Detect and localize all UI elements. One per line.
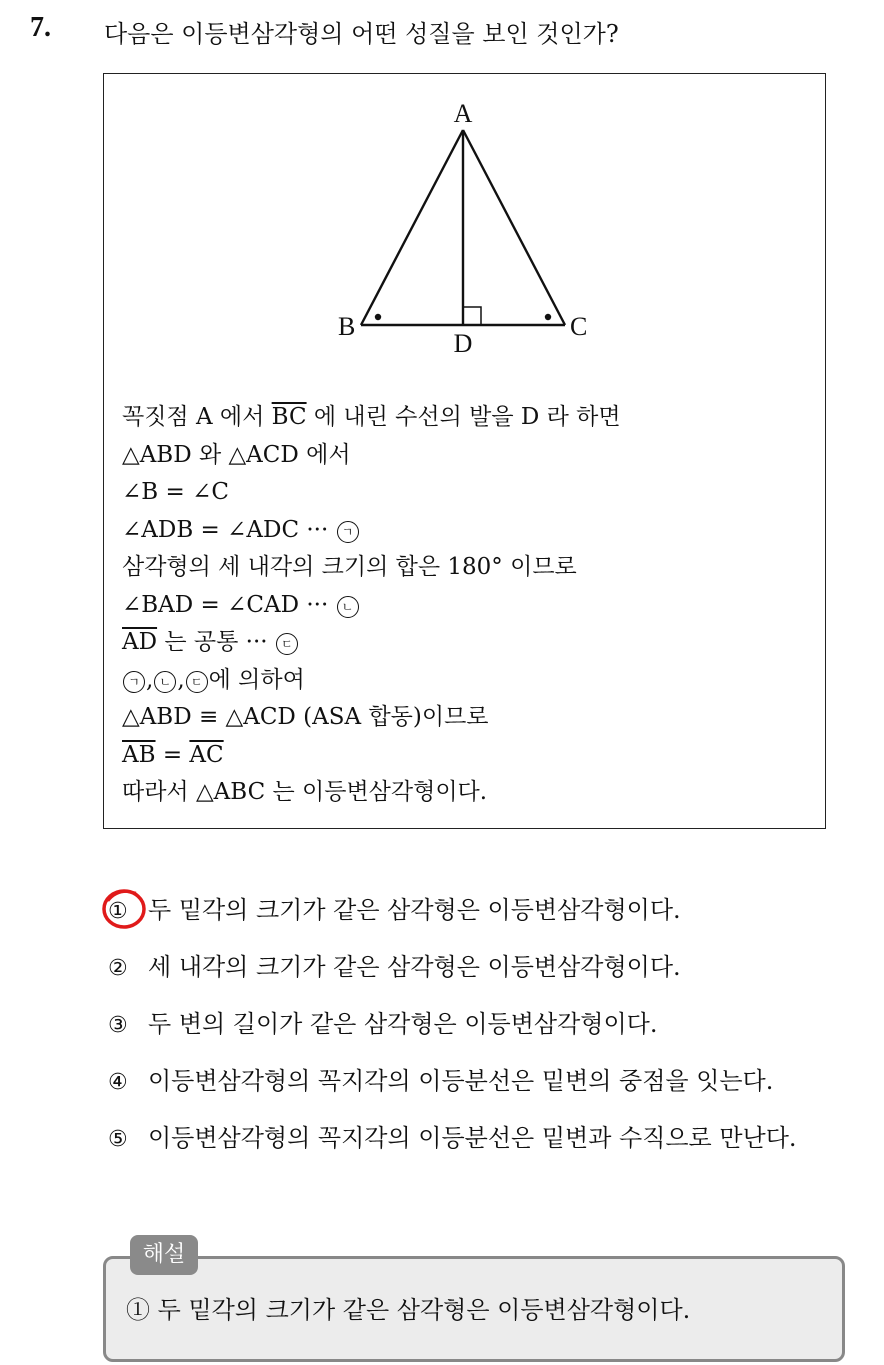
angle-c-dot <box>545 314 551 320</box>
proof-line-8: ㄱ , ㄴ , ㄷ 에 의하여 <box>122 662 812 700</box>
explanation-text: ① 두 밑각의 크기가 같은 삼각형은 이등변삼각형이다. <box>126 1296 691 1324</box>
proof-line-5: 삼각형의 세 내각의 크기의 합은 180° 이므로 <box>122 554 577 580</box>
angle-b-dot <box>375 314 381 320</box>
vertex-c-label: C <box>570 312 588 341</box>
choice-4-number: ④ <box>108 1070 128 1095</box>
proof-line-9: △ABD ≡ △ACD (ASA 합동)이므로 <box>122 704 489 730</box>
segment-bc: $\overline{BC}$ <box>271 404 307 430</box>
mark-nieun: ㄴ <box>337 596 359 618</box>
mark-giyeok: ㄱ <box>123 671 145 693</box>
segment-ad: $\overline{AD}$ <box>122 629 158 655</box>
mark-nieun: ㄴ <box>154 671 176 693</box>
segment-ac: $\overline{AC}$ <box>189 741 224 768</box>
vertex-b-label: B <box>338 312 356 341</box>
mark-digeut: ㄷ <box>186 671 208 693</box>
choice-2-text: 세 내각의 크기가 같은 삼각형은 이등변삼각형이다. <box>148 953 681 981</box>
proof-line-6: ∠BAD = ∠CAD ··· ㄴ <box>122 587 812 625</box>
choice-2[interactable] <box>108 945 868 1002</box>
proof-line-11: 따라서 △ABC 는 이등변삼각형이다. <box>122 779 488 805</box>
answer-choices <box>108 888 868 1173</box>
proof-line-4: ∠ADB = ∠ADC ··· ㄱ <box>122 512 812 550</box>
mark-giyeok: ㄱ <box>337 521 359 543</box>
segment-ab: $\overline{AB}$ <box>122 741 156 768</box>
vertex-a-label: A <box>453 99 473 128</box>
choice-1-text: 두 밑각의 크기가 같은 삼각형은 이등변삼각형이다. <box>148 896 681 924</box>
question-number: 7. <box>30 12 51 43</box>
choice-3-number: ③ <box>108 1013 128 1038</box>
right-angle-mark <box>463 307 481 325</box>
side-ac <box>463 130 565 325</box>
choice-4-text: 이등변삼각형의 꼭지각의 이등분선은 밑변의 중점을 잇는다. <box>148 1067 774 1095</box>
choice-5-number: ⑤ <box>108 1127 128 1152</box>
proof-line-7: $\overline{AD}$ 는 공통 ··· ㄷ <box>122 624 812 662</box>
mark-digeut: ㄷ <box>276 633 298 655</box>
choice-4[interactable] <box>108 1059 868 1116</box>
proof-line-1: 꼭짓점 A 에서 $\overline{BC}$ 에 내린 수선의 발을 D 라 하면 <box>122 404 621 430</box>
explanation-tab: 해설 <box>130 1235 198 1275</box>
triangle-diagram <box>330 95 600 365</box>
choice-1-number: ① <box>108 899 128 924</box>
proof-text <box>122 399 812 812</box>
side-ab <box>361 130 463 325</box>
proof-line-10: $\overline{AB} = \overline{AC}$ <box>122 741 224 768</box>
proof-line-2: △ABD 와 △ACD 에서 <box>122 441 351 468</box>
point-d-label: D <box>453 329 473 358</box>
choice-5-text: 이등변삼각형의 꼭지각의 이등분선은 밑변과 수직으로 만난다. <box>148 1124 797 1152</box>
choice-5[interactable] <box>108 1116 868 1173</box>
choice-1[interactable] <box>108 888 868 945</box>
choice-3[interactable] <box>108 1002 868 1059</box>
choice-3-text: 두 변의 길이가 같은 삼각형은 이등변삼각형이다. <box>148 1010 658 1038</box>
question-text: 다음은 이등변삼각형의 어떤 성질을 보인 것인가? <box>104 20 619 48</box>
proof-line-3: ∠B = ∠C <box>122 479 229 505</box>
choice-2-number: ② <box>108 956 128 981</box>
